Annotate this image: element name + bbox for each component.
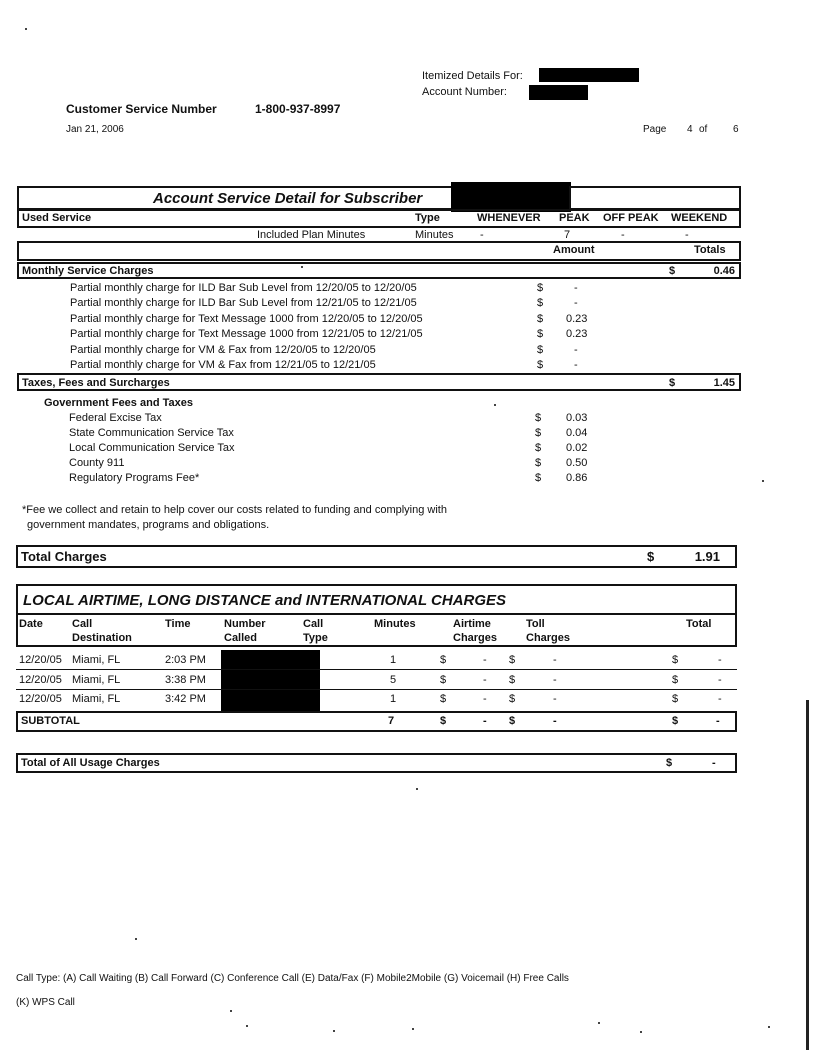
monthly-item-label: Partial monthly charge for Text Message 1000 from 12/21/05 to 12/21/05 <box>70 328 423 340</box>
scan-speck <box>494 404 496 406</box>
footnote-line1: *Fee we collect and retain to help cover our costs related to funding and complying with <box>22 504 447 516</box>
monthly-item-currency: $ <box>537 282 544 294</box>
included-plan-minutes-label: Included Plan Minutes <box>257 229 366 241</box>
tax-item-amount: 0.86 <box>566 472 588 484</box>
col-call-type-1: Call <box>303 618 324 630</box>
scan-speck <box>768 1026 770 1028</box>
monthly-item-label: Partial monthly charge for ILD Bar Sub Level from 12/21/05 to 12/21/05 <box>70 297 417 309</box>
call-total: - <box>718 674 722 686</box>
page-label: Page <box>643 124 667 135</box>
statement-date: Jan 21, 2006 <box>66 124 124 135</box>
col-time: Time <box>165 618 191 630</box>
subtotal-airtime: - <box>483 715 487 727</box>
total-charges-amount: 1.91 <box>694 549 720 564</box>
usage-total-label: Total of All Usage Charges <box>21 757 160 769</box>
peak-header: PEAK <box>559 212 590 224</box>
plan-type: Minutes <box>415 229 454 241</box>
call-total: - <box>718 693 722 705</box>
call-destination: Miami, FL <box>72 693 121 705</box>
tax-item-amount: 0.04 <box>566 427 588 439</box>
call-time: 3:42 PM <box>165 693 206 705</box>
scan-speck <box>246 1025 248 1027</box>
monthly-item-label: Partial monthly charge for Text Message 1000 from 12/20/05 to 12/20/05 <box>70 313 423 325</box>
col-total: Total <box>686 618 712 630</box>
subtotal-toll: - <box>553 715 557 727</box>
tax-item-amount: 0.02 <box>566 442 588 454</box>
tax-item-label: County 911 <box>69 457 125 469</box>
col-toll: Toll <box>526 618 545 630</box>
tax-item-amount: 0.50 <box>566 457 588 469</box>
tax-item-label: Regulatory Programs Fee* <box>69 472 200 484</box>
account-detail-title: Account Service Detail for Subscriber <box>153 190 423 207</box>
monthly-item-label: Partial monthly charge for VM & Fax from 12/20/05 to 12/20/05 <box>70 344 376 356</box>
call-destination: Miami, FL <box>72 654 121 666</box>
scan-speck <box>640 1031 642 1033</box>
col-call: Call <box>72 618 93 630</box>
call-minutes: 1 <box>390 693 397 705</box>
tax-item-currency: $ <box>535 472 542 484</box>
off-peak-header: OFF PEAK <box>603 212 659 224</box>
tax-item-currency: $ <box>535 427 542 439</box>
itemized-details-label: Itemized Details For: <box>422 70 523 82</box>
page-total: 6 <box>733 124 739 135</box>
scan-speck <box>230 1010 232 1012</box>
call-airtime: - <box>483 693 487 705</box>
scan-speck <box>333 1030 335 1032</box>
call-type-legend-2: (K) WPS Call <box>16 997 75 1008</box>
scan-speck <box>762 480 764 482</box>
monthly-item-currency: $ <box>537 344 544 356</box>
monthly-total-currency: $ <box>669 265 676 277</box>
scan-speck <box>301 266 303 268</box>
plan-off-peak: - <box>621 229 625 241</box>
call-total-currency: $ <box>672 693 679 705</box>
call-toll: - <box>553 654 557 666</box>
call-date: 12/20/05 <box>19 674 62 686</box>
scan-speck <box>25 28 27 30</box>
scan-speck <box>135 938 137 940</box>
call-minutes: 5 <box>390 674 397 686</box>
monthly-item-currency: $ <box>537 328 544 340</box>
monthly-item-label: Partial monthly charge for ILD Bar Sub Level from 12/20/05 to 12/20/05 <box>70 282 417 294</box>
subtotal-toll-currency: $ <box>509 715 516 727</box>
scan-speck <box>412 1028 414 1030</box>
call-total: - <box>718 654 722 666</box>
airtime-title-rule <box>16 613 737 615</box>
subtotal-box <box>16 711 737 732</box>
col-airtime: Airtime <box>453 618 491 630</box>
call-minutes: 1 <box>390 654 397 666</box>
redacted-name <box>539 68 639 82</box>
call-airtime: - <box>483 654 487 666</box>
amount-header-box <box>17 241 741 261</box>
call-airtime: - <box>483 674 487 686</box>
call-destination: Miami, FL <box>72 674 121 686</box>
redacted-subscriber <box>451 182 571 212</box>
col-airtime-charges: Charges <box>453 632 498 644</box>
col-toll-charges: Charges <box>526 632 571 644</box>
monthly-total: 0.46 <box>713 265 735 277</box>
title-divider <box>569 186 571 210</box>
monthly-item-currency: $ <box>537 359 544 371</box>
call-total-currency: $ <box>672 654 679 666</box>
scan-edge-mark <box>806 700 809 1050</box>
call-time: 2:03 PM <box>165 654 206 666</box>
plan-weekend: - <box>685 229 689 241</box>
col-minutes: Minutes <box>374 618 416 630</box>
call-type-legend: Call Type: (A) Call Waiting (B) Call Forward (C) Conference Call (E) Data/Fax (F) Mobile2Mobile (G) Voicemail (H) Free Calls <box>16 973 569 984</box>
monthly-item-currency: $ <box>537 297 544 309</box>
tax-item-currency: $ <box>535 442 542 454</box>
subtotal-total: - <box>716 715 720 727</box>
redacted-numbers-called <box>221 650 320 713</box>
row-rule <box>16 689 737 690</box>
call-time: 3:38 PM <box>165 674 206 686</box>
taxes-total-currency: $ <box>669 377 676 389</box>
call-toll: - <box>553 693 557 705</box>
usage-total-amount: - <box>712 757 716 769</box>
call-toll-currency: $ <box>509 654 516 666</box>
monthly-item-amount: - <box>574 297 578 309</box>
call-date: 12/20/05 <box>19 693 62 705</box>
weekend-header: WEEKEND <box>671 212 728 224</box>
plan-whenever: - <box>480 229 484 241</box>
col-date: Date <box>19 618 43 630</box>
call-toll: - <box>553 674 557 686</box>
plan-peak: 7 <box>564 229 571 241</box>
total-charges-label: Total Charges <box>21 549 107 564</box>
monthly-charges-title: Monthly Service Charges <box>22 265 154 277</box>
col-destination: Destination <box>72 632 132 644</box>
subtotal-minutes: 7 <box>388 715 395 727</box>
monthly-item-amount: - <box>574 359 578 371</box>
totals-header: Totals <box>694 244 726 256</box>
whenever-header: WHENEVER <box>477 212 541 224</box>
subtotal-airtime-currency: $ <box>440 715 447 727</box>
redacted-account-number <box>529 85 588 100</box>
type-header: Type <box>415 212 440 224</box>
call-toll-currency: $ <box>509 674 516 686</box>
gov-fees-title: Government Fees and Taxes <box>44 397 193 409</box>
monthly-item-amount: 0.23 <box>566 313 588 325</box>
call-toll-currency: $ <box>509 693 516 705</box>
customer-service-label: Customer Service Number <box>66 102 217 116</box>
footnote-line2: government mandates, programs and obligations. <box>27 519 270 531</box>
airtime-title: LOCAL AIRTIME, LONG DISTANCE and INTERNATIONAL CHARGES <box>23 592 507 609</box>
usage-total-currency: $ <box>666 757 673 769</box>
page-current: 4 <box>687 124 693 135</box>
monthly-item-label: Partial monthly charge for VM & Fax from 12/21/05 to 12/21/05 <box>70 359 376 371</box>
account-number-label: Account Number: <box>422 86 507 98</box>
scan-speck <box>416 788 418 790</box>
tax-item-currency: $ <box>535 412 542 424</box>
monthly-item-amount: - <box>574 282 578 294</box>
subtotal-total-currency: $ <box>672 715 679 727</box>
total-charges-currency: $ <box>647 549 655 564</box>
total-charges-box <box>16 545 737 568</box>
call-total-currency: $ <box>672 674 679 686</box>
call-airtime-currency: $ <box>440 674 447 686</box>
amount-header: Amount <box>553 244 595 256</box>
row-rule <box>16 669 737 670</box>
call-date: 12/20/05 <box>19 654 62 666</box>
col-number: Number <box>224 618 266 630</box>
tax-item-label: Federal Excise Tax <box>69 412 162 424</box>
page-of: of <box>699 124 708 135</box>
monthly-item-amount: 0.23 <box>566 328 588 340</box>
taxes-total: 1.45 <box>713 377 735 389</box>
subtotal-label: SUBTOTAL <box>21 715 80 727</box>
scan-speck <box>598 1022 600 1024</box>
tax-item-currency: $ <box>535 457 542 469</box>
used-service-label: Used Service <box>22 212 92 224</box>
monthly-item-currency: $ <box>537 313 544 325</box>
monthly-item-amount: - <box>574 344 578 356</box>
call-airtime-currency: $ <box>440 654 447 666</box>
taxes-title: Taxes, Fees and Surcharges <box>22 377 170 389</box>
tax-item-label: Local Communication Service Tax <box>69 442 235 454</box>
col-called: Called <box>224 632 258 644</box>
call-airtime-currency: $ <box>440 693 447 705</box>
tax-item-amount: 0.03 <box>566 412 588 424</box>
customer-service-number: 1-800-937-8997 <box>255 102 341 116</box>
tax-item-label: State Communication Service Tax <box>69 427 234 439</box>
col-call-type-2: Type <box>303 632 328 644</box>
